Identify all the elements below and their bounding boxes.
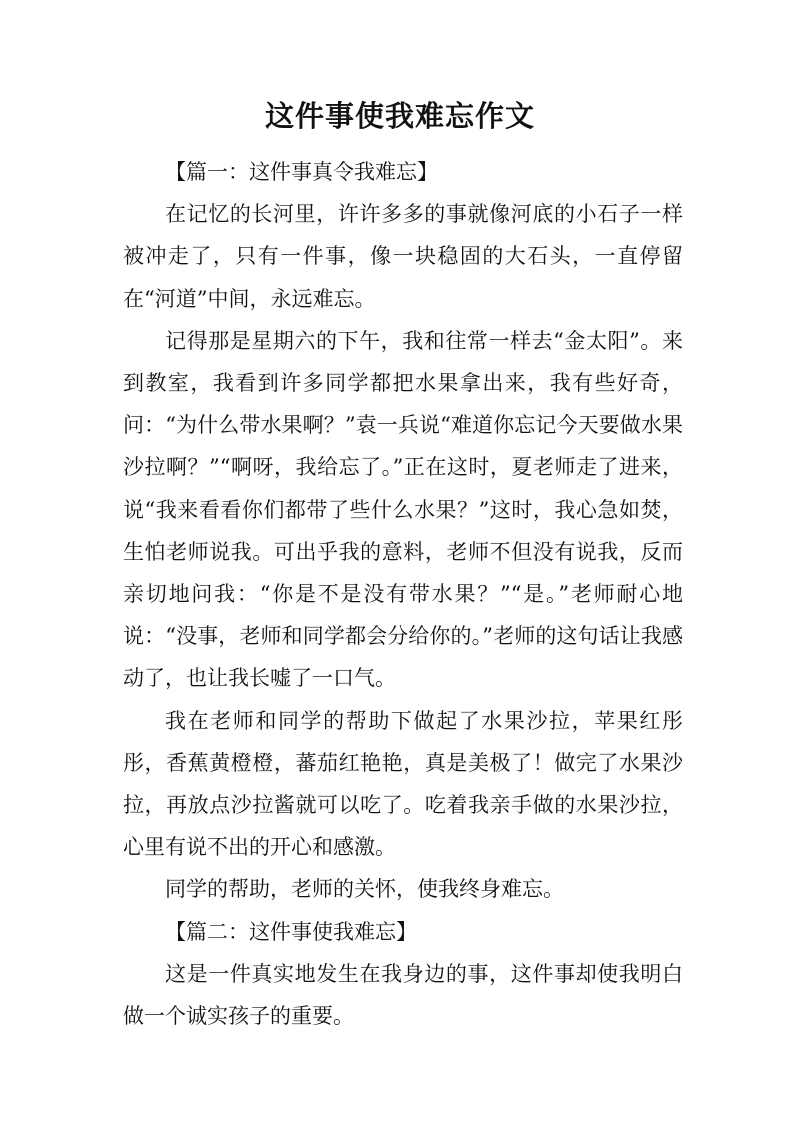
- section-heading-2: 【篇二：这件事使我难忘】: [165, 919, 417, 944]
- document-title: 这件事使我难忘作文: [264, 99, 535, 133]
- paragraph-4: 同学的帮助，老师的关怀，使我终身难忘。: [165, 877, 564, 902]
- paragraph-1: 在记忆的长河里，许许多多的事就像河底的小石子一样被冲走了，只有一件事，像一块稳固的大石头，一直停留在“河道”中间，永远难忘。: [123, 202, 683, 311]
- section-heading-1: 【篇一：这件事真令我难忘】: [165, 160, 438, 184]
- paragraph-2: 记得那是星期六的下午，我和往常一样去“金太阳”。来到教室，我看到许多同学都把水果拿出来，我有些好奇，问：“为什么带水果啊？”袁一兵说“难道你忘记今天要做水果沙拉啊？”“啊呀，我给忘了。”正在这时，夏老师走了进来，说“我来看看你们都带了些什么水果？”这时，我心急如焚，生怕老师说我。可出乎我的意料，老师不但没有说我，反而亲切地问我：“你是不是没有带水果？”“是。”老师耐心地说：“没事，老师和同学都会分给你的。”老师的这句话让我感动了，也让我长嘘了一口气。: [123, 328, 683, 691]
- document-body: [123, 151, 683, 1037]
- paragraph-3: 我在老师和同学的帮助下做起了水果沙拉，苹果红彤彤，香蕉黄橙橙，蕃茄红艳艳，真是美极了！做完了水果沙拉，再放点沙拉酱就可以吃了。吃着我亲手做的水果沙拉，心里有说不出的开心和感激。: [123, 708, 683, 860]
- paragraph-5: 这是一件真实地发生在我身边的事，这件事却使我明白做一个诚实孩子的重要。: [123, 961, 683, 1029]
